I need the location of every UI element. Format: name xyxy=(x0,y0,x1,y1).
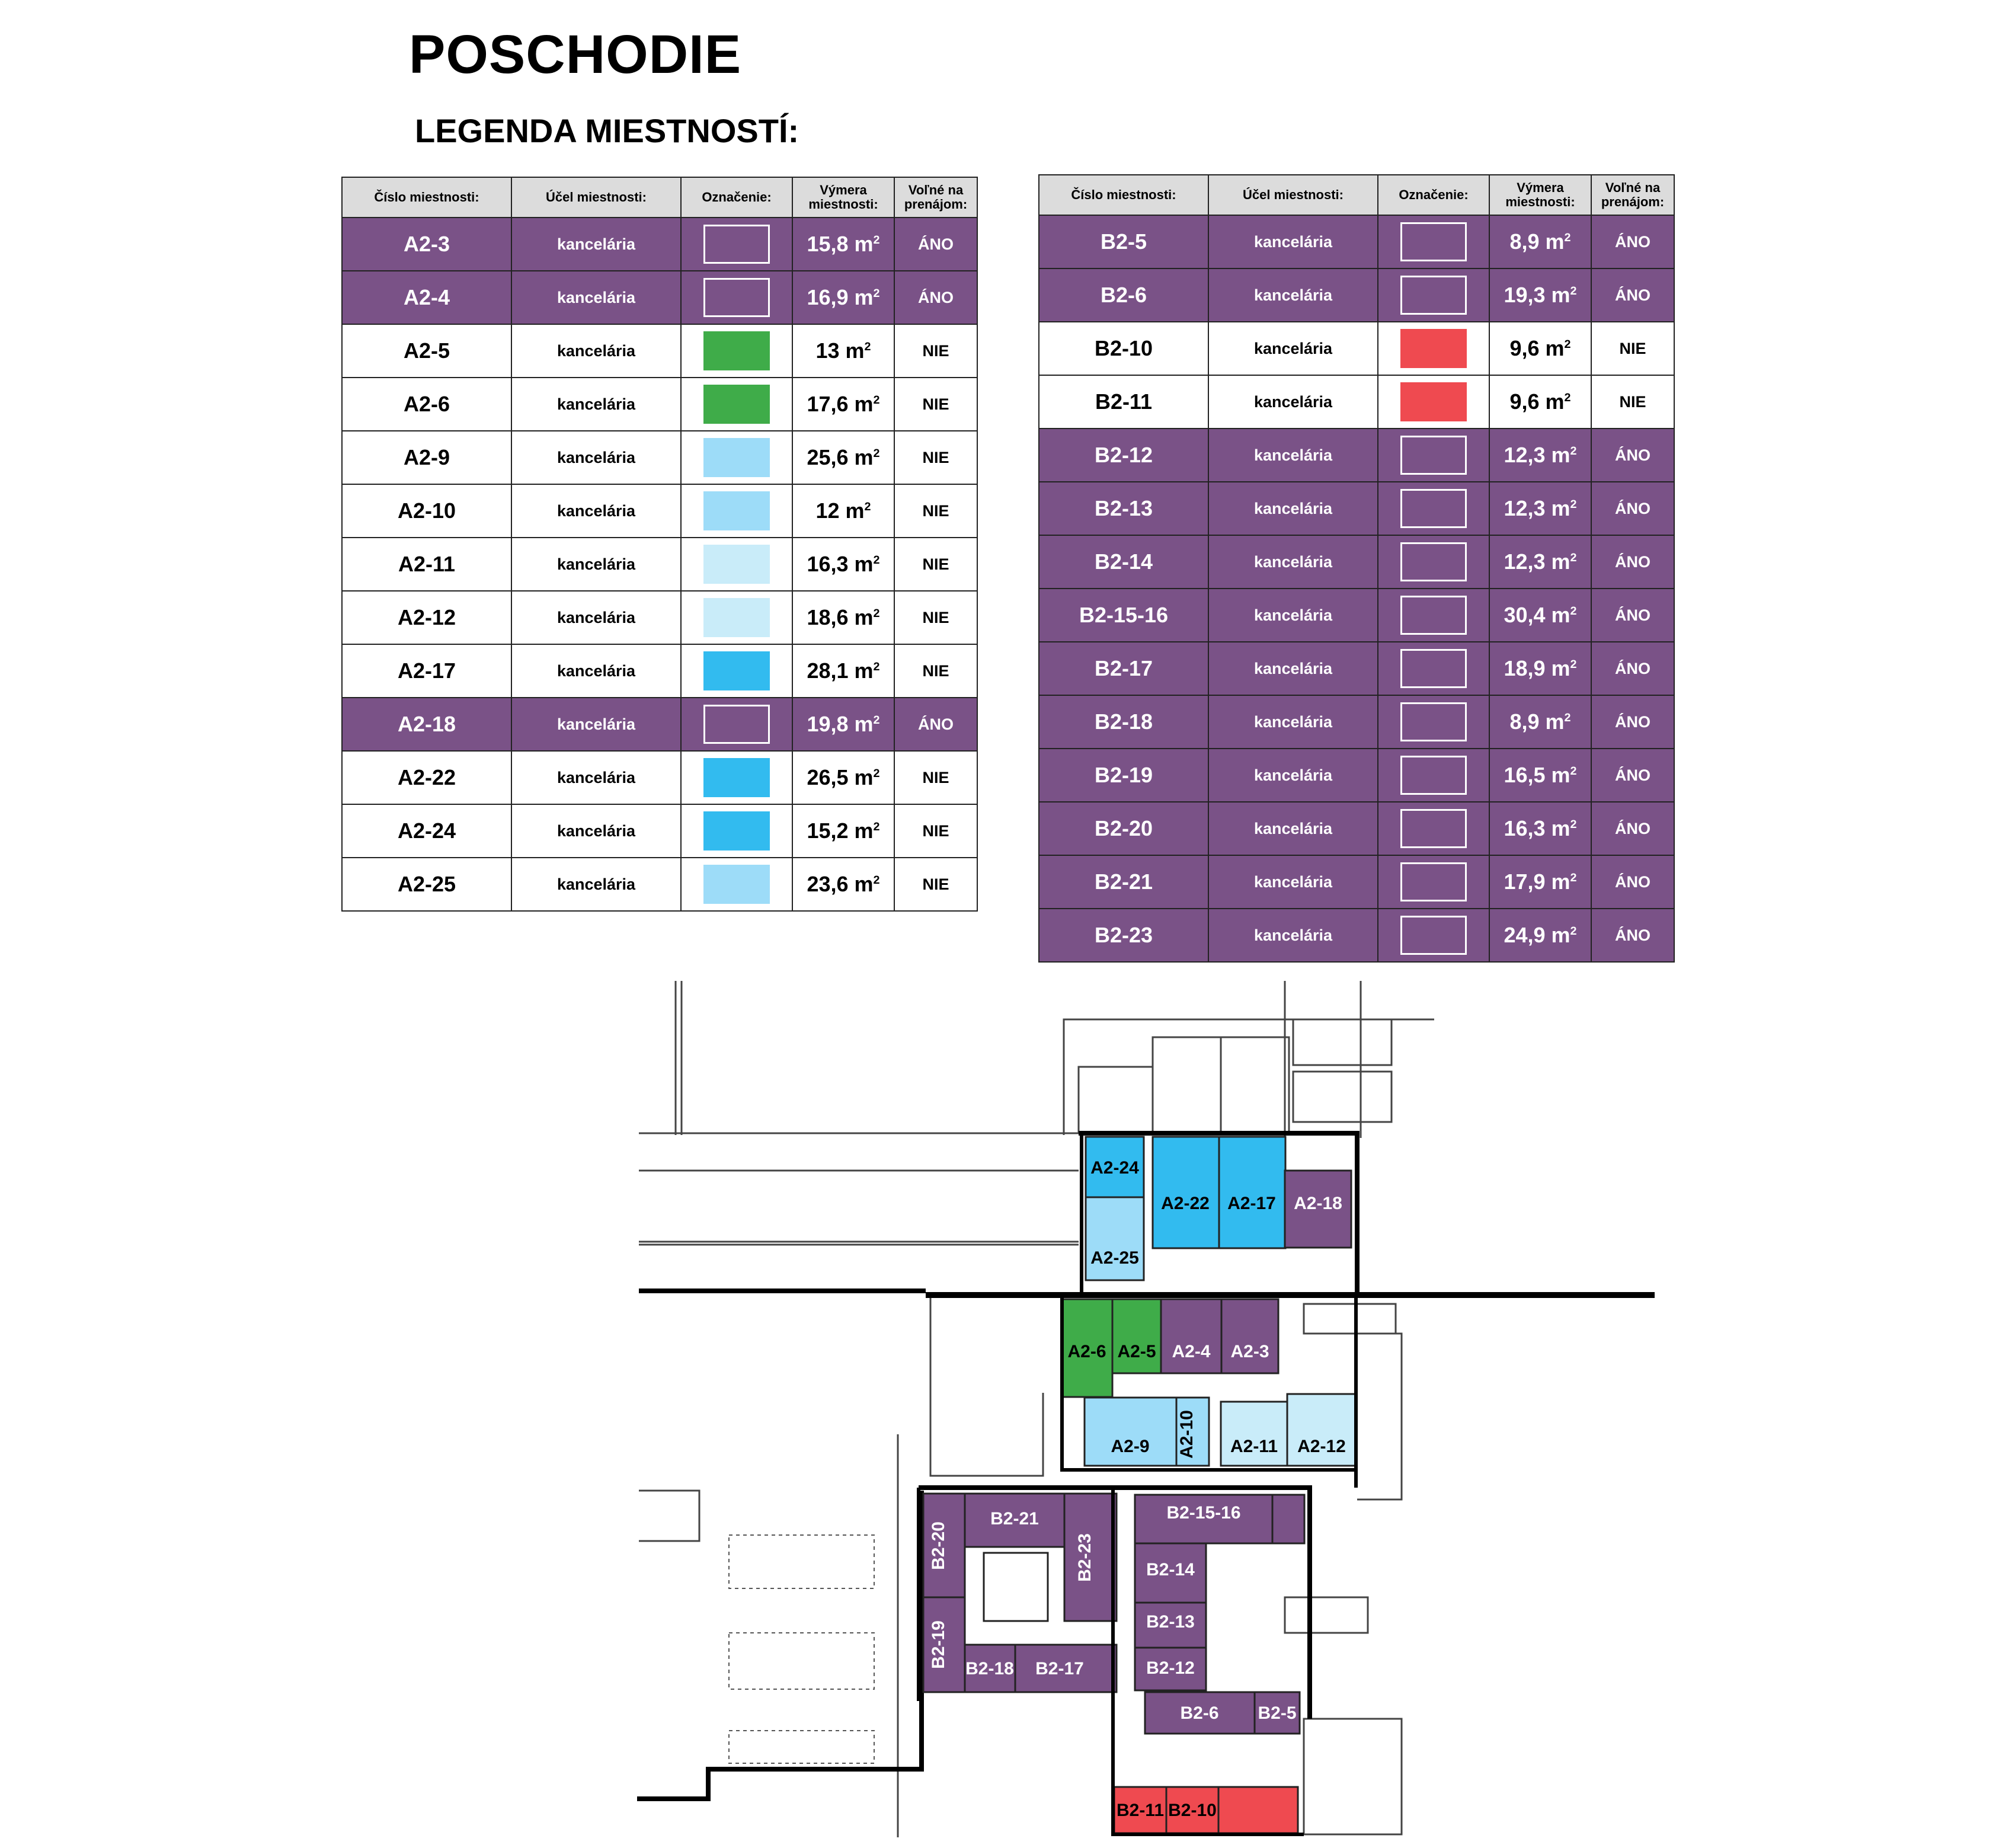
room-free: NIE xyxy=(894,484,977,538)
area-unit-sup: 2 xyxy=(1570,925,1577,938)
room-purpose: kancelária xyxy=(1208,855,1378,909)
area-value: 12,3 m xyxy=(1504,496,1570,520)
area-value: 16,9 m xyxy=(807,285,874,309)
room-free: NIE xyxy=(894,858,977,911)
room-free: NIE xyxy=(1591,322,1674,375)
plan-label-A2-5: A2-5 xyxy=(1117,1342,1156,1361)
plan-label-A2-25: A2-25 xyxy=(1090,1248,1139,1268)
room-number: B2-5 xyxy=(1039,215,1208,268)
area-value: 28,1 m xyxy=(807,658,874,683)
room-purpose: kancelária xyxy=(511,858,681,911)
header-area: Výmera miestnosti: xyxy=(792,177,894,218)
room-purpose: kancelária xyxy=(1208,322,1378,375)
room-free: ÁNO xyxy=(894,271,977,324)
header-room: Číslo miestnosti: xyxy=(1039,175,1208,215)
room-free: NIE xyxy=(894,538,977,591)
area-unit-sup: 2 xyxy=(1564,391,1571,404)
room-purpose: kancelária xyxy=(511,218,681,271)
plan-label-B2-20: B2-20 xyxy=(929,1521,948,1570)
plan-label-B2-18: B2-18 xyxy=(965,1659,1014,1678)
area-value: 19,3 m xyxy=(1504,283,1570,307)
room-free: ÁNO xyxy=(894,218,977,271)
header-area: Výmera miestnosti: xyxy=(1489,175,1591,215)
plan-label-A2-22: A2-22 xyxy=(1161,1194,1210,1213)
room-number: B2-10 xyxy=(1039,322,1208,375)
header-marking: Označenie: xyxy=(1378,175,1489,215)
header-purpose: Účel miestnosti: xyxy=(1208,175,1378,215)
room-purpose: kancelária xyxy=(511,538,681,591)
header-free: Voľné na prenájom: xyxy=(1591,175,1674,215)
room-number: A2-11 xyxy=(342,538,511,591)
area-value: 15,2 m xyxy=(807,819,874,843)
plan-label-B2-23: B2-23 xyxy=(1075,1533,1095,1582)
area-unit-sup: 2 xyxy=(873,660,880,673)
room-number: B2-23 xyxy=(1039,909,1208,962)
area-unit-sup: 2 xyxy=(1570,605,1577,618)
room-number: B2-11 xyxy=(1039,375,1208,429)
room-purpose: kancelária xyxy=(1208,749,1378,802)
plan-label-A2-12: A2-12 xyxy=(1297,1437,1346,1456)
area-unit-sup: 2 xyxy=(1570,445,1577,458)
room-free: NIE xyxy=(894,751,977,804)
area-value: 13 m xyxy=(815,338,865,363)
plan-label-B2-21: B2-21 xyxy=(990,1509,1039,1529)
plan-label-B2-12: B2-12 xyxy=(1146,1658,1195,1678)
page-title: POSCHODIE xyxy=(409,24,742,85)
room-purpose: kancelária xyxy=(1208,909,1378,962)
plan-room-A2-5 xyxy=(1112,1299,1161,1373)
area-unit-sup: 2 xyxy=(864,500,871,513)
plan-label-B2-14: B2-14 xyxy=(1146,1560,1195,1580)
room-free: ÁNO xyxy=(1591,429,1674,482)
room-free: ÁNO xyxy=(894,698,977,751)
plan-label-B2-19: B2-19 xyxy=(929,1620,948,1669)
header-free: Voľné na prenájom: xyxy=(894,177,977,218)
room-number: A2-18 xyxy=(342,698,511,751)
area-value: 8,9 m xyxy=(1509,709,1565,734)
plan-label-B2-11: B2-11 xyxy=(1116,1801,1165,1820)
legend-title: LEGENDA MIESTNOSTÍ: xyxy=(415,112,799,149)
room-purpose: kancelária xyxy=(1208,268,1378,322)
room-free: ÁNO xyxy=(1591,695,1674,749)
room-number: B2-6 xyxy=(1039,268,1208,322)
plan-label-B2-5: B2-5 xyxy=(1258,1703,1297,1723)
plan-label-A2-10: A2-10 xyxy=(1177,1410,1197,1459)
plan-label-A2-18: A2-18 xyxy=(1294,1194,1342,1213)
room-purpose: kancelária xyxy=(1208,802,1378,855)
room-number: B2-21 xyxy=(1039,855,1208,909)
room-purpose: kancelária xyxy=(511,591,681,644)
room-purpose: kancelária xyxy=(1208,642,1378,695)
plan-label-B2-10: B2-10 xyxy=(1168,1801,1217,1820)
room-number: A2-10 xyxy=(342,484,511,538)
room-purpose: kancelária xyxy=(511,324,681,378)
area-value: 12 m xyxy=(815,498,865,523)
header-room: Číslo miestnosti: xyxy=(342,177,511,218)
area-unit-sup: 2 xyxy=(873,820,880,833)
area-unit-sup: 2 xyxy=(1564,231,1571,244)
room-number: A2-12 xyxy=(342,591,511,644)
plan-label-A2-24: A2-24 xyxy=(1090,1158,1139,1178)
room-purpose: kancelária xyxy=(1208,429,1378,482)
plan-label-B2-15-16: B2-15-16 xyxy=(1166,1503,1241,1523)
area-unit-sup: 2 xyxy=(873,287,880,300)
area-unit-sup: 2 xyxy=(873,447,880,460)
room-free: ÁNO xyxy=(1591,482,1674,535)
room-number: B2-20 xyxy=(1039,802,1208,855)
room-free: ÁNO xyxy=(1591,589,1674,642)
room-free: NIE xyxy=(1591,375,1674,429)
plan-label-B2-13: B2-13 xyxy=(1146,1612,1195,1632)
area-unit-sup: 2 xyxy=(1570,658,1577,671)
room-free: ÁNO xyxy=(1591,535,1674,589)
room-number: A2-6 xyxy=(342,378,511,431)
room-free: NIE xyxy=(894,591,977,644)
plan-label-A2-3: A2-3 xyxy=(1230,1342,1269,1361)
plan-label-A2-11: A2-11 xyxy=(1230,1437,1278,1456)
room-free: NIE xyxy=(894,644,977,698)
room-purpose: kancelária xyxy=(1208,215,1378,268)
room-purpose: kancelária xyxy=(1208,589,1378,642)
area-unit-sup: 2 xyxy=(864,340,871,353)
room-number: A2-3 xyxy=(342,218,511,271)
room-number: B2-14 xyxy=(1039,535,1208,589)
area-value: 23,6 m xyxy=(807,872,874,896)
area-value: 26,5 m xyxy=(807,765,874,789)
plan-room-A2-4 xyxy=(1161,1299,1221,1373)
area-value: 25,6 m xyxy=(807,445,874,469)
room-free: ÁNO xyxy=(1591,215,1674,268)
room-free: ÁNO xyxy=(1591,268,1674,322)
room-purpose: kancelária xyxy=(511,484,681,538)
area-value: 18,9 m xyxy=(1504,656,1570,680)
area-value: 17,9 m xyxy=(1504,869,1570,894)
room-free: NIE xyxy=(894,804,977,858)
header-marking: Označenie: xyxy=(681,177,792,218)
area-unit-sup: 2 xyxy=(1564,338,1571,351)
room-number: A2-4 xyxy=(342,271,511,324)
room-free: ÁNO xyxy=(1591,855,1674,909)
room-purpose: kancelária xyxy=(511,698,681,751)
room-number: B2-18 xyxy=(1039,695,1208,749)
area-unit-sup: 2 xyxy=(873,394,880,407)
room-number: B2-15-16 xyxy=(1039,589,1208,642)
area-unit-sup: 2 xyxy=(1570,765,1577,778)
room-free: ÁNO xyxy=(1591,909,1674,962)
plan-label-A2-6: A2-6 xyxy=(1067,1342,1106,1361)
room-purpose: kancelária xyxy=(1208,375,1378,429)
room-number: A2-22 xyxy=(342,751,511,804)
room-free: ÁNO xyxy=(1591,802,1674,855)
area-value: 19,8 m xyxy=(807,712,874,736)
room-purpose: kancelária xyxy=(511,378,681,431)
room-purpose: kancelária xyxy=(511,751,681,804)
room-free: ÁNO xyxy=(1591,749,1674,802)
area-value: 24,9 m xyxy=(1504,923,1570,947)
room-free: NIE xyxy=(894,324,977,378)
room-free: NIE xyxy=(894,431,977,484)
room-purpose: kancelária xyxy=(511,271,681,324)
area-value: 9,6 m xyxy=(1509,389,1565,414)
plan-label-A2-9: A2-9 xyxy=(1111,1437,1150,1456)
room-purpose: kancelária xyxy=(511,431,681,484)
area-value: 8,9 m xyxy=(1509,229,1565,254)
area-value: 17,6 m xyxy=(807,392,874,416)
room-purpose: kancelária xyxy=(1208,695,1378,749)
area-value: 16,5 m xyxy=(1504,763,1570,787)
area-unit-sup: 2 xyxy=(1570,551,1577,564)
room-number: A2-24 xyxy=(342,804,511,858)
area-unit-sup: 2 xyxy=(1570,284,1577,298)
area-unit-sup: 2 xyxy=(873,234,880,247)
room-purpose: kancelária xyxy=(511,644,681,698)
plan-room-A2-17 xyxy=(1219,1137,1285,1248)
room-free: ÁNO xyxy=(1591,642,1674,695)
plan-room-A2-3 xyxy=(1221,1299,1278,1373)
room-number: A2-9 xyxy=(342,431,511,484)
plan-room-A2-25 xyxy=(1086,1197,1144,1280)
area-unit-sup: 2 xyxy=(1570,871,1577,884)
header-purpose: Účel miestnosti: xyxy=(511,177,681,218)
area-unit-sup: 2 xyxy=(1570,498,1577,511)
area-unit-sup: 2 xyxy=(1570,818,1577,831)
area-unit-sup: 2 xyxy=(873,607,880,620)
area-value: 16,3 m xyxy=(1504,816,1570,840)
area-value: 12,3 m xyxy=(1504,549,1570,574)
room-number: A2-5 xyxy=(342,324,511,378)
area-value: 9,6 m xyxy=(1509,336,1565,360)
area-unit-sup: 2 xyxy=(873,554,880,567)
area-unit-sup: 2 xyxy=(1564,711,1571,724)
plan-label-B2-6: B2-6 xyxy=(1180,1703,1219,1723)
room-purpose: kancelária xyxy=(1208,535,1378,589)
room-number: A2-17 xyxy=(342,644,511,698)
area-unit-sup: 2 xyxy=(873,874,880,887)
area-value: 30,4 m xyxy=(1504,603,1570,627)
area-unit-sup: 2 xyxy=(873,767,880,780)
room-number: B2-12 xyxy=(1039,429,1208,482)
room-number: B2-17 xyxy=(1039,642,1208,695)
plan-label-B2-17: B2-17 xyxy=(1035,1659,1084,1678)
room-purpose: kancelária xyxy=(511,804,681,858)
plan-room-A2-22 xyxy=(1153,1137,1219,1248)
room-number: B2-19 xyxy=(1039,749,1208,802)
area-value: 18,6 m xyxy=(807,605,874,629)
plan-label-A2-17: A2-17 xyxy=(1227,1194,1276,1213)
plan-label-A2-4: A2-4 xyxy=(1172,1342,1211,1361)
area-value: 15,8 m xyxy=(807,232,874,256)
area-value: 12,3 m xyxy=(1504,443,1570,467)
area-value: 16,3 m xyxy=(807,552,874,576)
room-number: B2-13 xyxy=(1039,482,1208,535)
room-purpose: kancelária xyxy=(1208,482,1378,535)
room-number: A2-25 xyxy=(342,858,511,911)
room-free: NIE xyxy=(894,378,977,431)
area-unit-sup: 2 xyxy=(873,714,880,727)
